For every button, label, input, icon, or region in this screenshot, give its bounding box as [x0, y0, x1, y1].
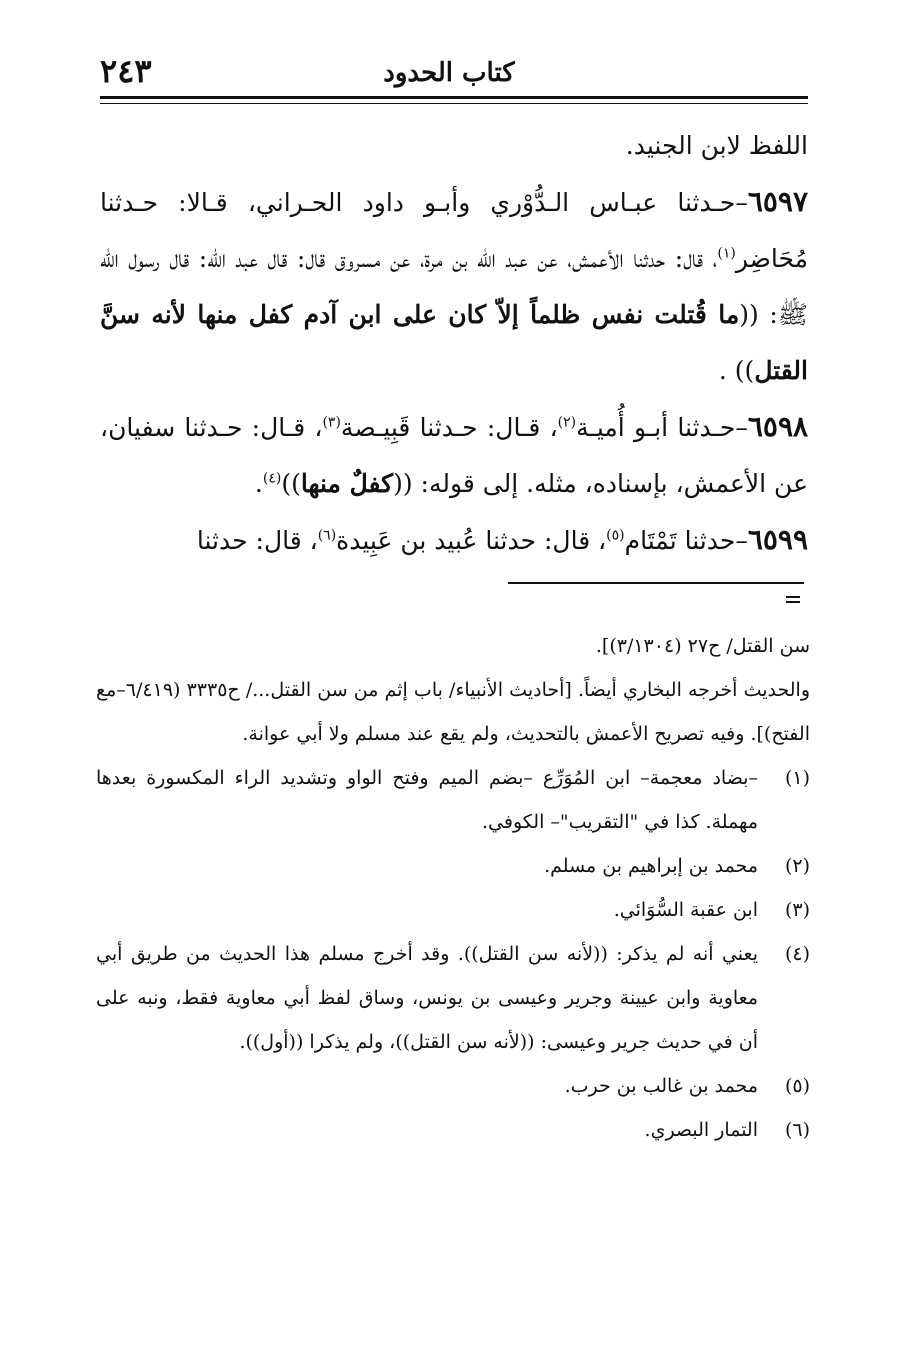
hadith-number: ٦٥٩٧ — [747, 185, 808, 218]
hadith-matn: ما قُتلت نفس ظلماً إلاّ كان على ابن آدم كفل منها لأنه سنَّ القتل — [100, 300, 808, 385]
footnote-text: –بضاد معجمة– ابن المُوَرِّع –بضم الميم وفتح الواو وتشديد الراء المكسورة بعدها مهملة. كذا في "التقريب"– الكوفي. — [96, 767, 758, 833]
hadith-text: )) . — [718, 356, 755, 385]
header-rule-thin — [100, 103, 808, 104]
footnote-marker: (١) — [784, 767, 810, 789]
footnote-continuation: والحديث أخرجه البخاري أيضاً. [أحاديث الأنبياء/ باب إثم من سن القتل.../ ح٣٣٣٥ (٦/٤١٩–مع الفتح)]. وفيه تصريح الأعمش بالتحديث، ولم يقع عند مسلم ولا أبي عوانة. — [96, 679, 810, 745]
hadith-text: . — [254, 469, 263, 498]
footnote-marker: (٥) — [784, 1075, 810, 1097]
footnote-ref: (١) — [717, 245, 736, 262]
hadith-text: ، قال: حدثنا — [196, 526, 318, 555]
footnote-ref: (٣) — [322, 414, 341, 431]
hadith-6598 — [100, 399, 808, 512]
page-number: ٢٤٣ — [100, 52, 152, 90]
hadith-text: –حدثنا تَمْتَام — [624, 526, 748, 555]
footnote-4 — [96, 932, 810, 1064]
footnote-marker: (٤) — [784, 943, 810, 965]
footnote-1 — [96, 756, 810, 844]
footnote-continuation: سن القتل/ ح٢٧ (٣/١٣٠٤)]. — [595, 635, 810, 657]
hadith-text: –حـدثنا عبـاس الـدُّوْري وأبـو داود الحـراني، قـالا: حـدثنا مُحَاضِر — [100, 188, 808, 273]
intro-line: اللفظ لابن الجنيد. — [625, 131, 808, 160]
hadith-matn: كفلٌ منها — [300, 469, 394, 498]
footnote-5 — [96, 1064, 810, 1108]
footnote-ref: (٢) — [557, 414, 577, 431]
hadith-number: ٦٥٩٩ — [747, 523, 808, 556]
footnote-text: يعني أنه لم يذكر: ((لأنه سن القتل)). وقد أخرج مسلم هذا الحديث من طريق أبي معاوية وابن عيينة وجرير وعيسى بن يونس، وساق لفظ أبي معاوية فقط، ونبه على أن في حديث جرير وعيسى: ((لأنه سن القتل))، ولم يذكرا ((أول)). — [96, 943, 758, 1053]
footnote-ref: (٦) — [317, 527, 337, 544]
footnote-2 — [96, 844, 810, 888]
running-title: كتاب الحدود — [383, 58, 515, 88]
footnote-separator — [508, 582, 804, 584]
hadith-6599 — [100, 512, 808, 569]
footnote-3 — [96, 888, 810, 932]
main-text — [100, 118, 808, 569]
footnote-text: محمد بن غالب بن حرب. — [564, 1075, 758, 1097]
footnote-marker: (٢) — [784, 855, 810, 877]
footnote-ref: (٤) — [262, 470, 282, 487]
hadith-6597 — [100, 174, 808, 399]
hadith-text: –حـدثنا أبـو أُميـة — [576, 413, 748, 442]
header-rule-thick — [100, 96, 808, 99]
footnote-6 — [96, 1108, 810, 1152]
footnote-marker: (٣) — [784, 899, 810, 921]
footnote-text: التمار البصري. — [644, 1119, 758, 1141]
footnote-text: ابن عقبة السُّوَائي. — [613, 899, 758, 921]
hadith-text: ، قال: حدثنا الأعمش، عن عبد الله بن مرة، عن مسروق قال: قال عبد الله: قال رسول الله ﷺ: (( — [100, 244, 808, 329]
footnote-marker: (٦) — [784, 1119, 810, 1141]
hadith-text: )) — [281, 469, 301, 498]
hadith-text: ، قـال: حـدثنا قَبِيـصة — [340, 413, 558, 442]
footnotes — [96, 624, 810, 1152]
footnote-ref: (٥) — [606, 527, 625, 544]
hadith-text: ، قـال: حـدثنا سفيان، عن الأعمش، بإسناده، مثله. إلى قوله: (( — [100, 413, 808, 498]
footnote-text: محمد بن إبراهيم بن مسلم. — [544, 855, 758, 877]
continuation-mark — [786, 596, 800, 606]
hadith-text: ، قال: حدثنا عُبيد بن عَبِيدة — [336, 526, 607, 555]
hadith-number: ٦٥٩٨ — [747, 410, 809, 443]
